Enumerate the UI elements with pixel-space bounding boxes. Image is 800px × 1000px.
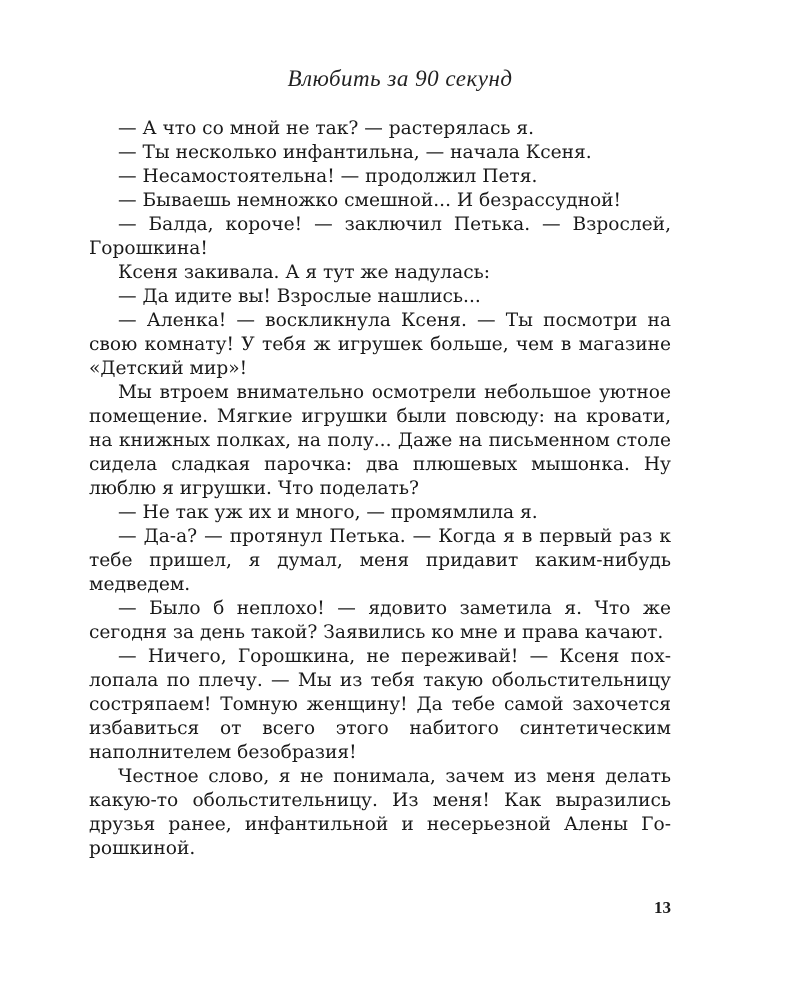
paragraph: — Не так уж их и много, — промямлила я. bbox=[118, 502, 538, 523]
running-title: Влюбить за 90 секунд bbox=[287, 66, 513, 91]
paragraph: Мы втроем внимательно осмотрели небольшое уютное помещение. Мягкие игрушки были повсюду: на кровати, на книжных полках, на полу... Даже на письменном столе сидела сладкая парочка: два плюшевых мышонка. Ну люблю я игрушки. Что поделать? bbox=[89, 382, 671, 499]
paragraph: — Да-а? — протянул Петька. — Когда я в первый раз к тебе пришел, я думал, меня придавит каким-нибудь медведем. bbox=[89, 526, 671, 595]
paragraph: — Бываешь немножко смешной... И безрассудной! bbox=[118, 190, 622, 211]
page-number: 13 bbox=[654, 898, 671, 917]
paragraph: — А что со мной не так? — растерялась я. bbox=[118, 118, 535, 139]
paragraph: Ксеня закивала. А я тут же надулась: bbox=[118, 262, 490, 283]
paragraph: — Да идите вы! Взрослые нашлись... bbox=[118, 286, 481, 307]
paragraph: — Ты несколько инфантильна, — начала Ксеня. bbox=[118, 142, 592, 163]
paragraph: Честное слово, я не понимала, зачем из меня делать какую-то обольстительницу. Из меня! Как выразились друзья ранее, инфантильной и несерьезной Алены Горошкиной. bbox=[89, 766, 671, 859]
body-text bbox=[89, 117, 671, 861]
paragraph: — Аленка! — воскликнула Ксеня. — Ты посмотри на свою комнату! У тебя ж игрушек больше, чем в магазине «Детский мир»! bbox=[89, 310, 671, 379]
paragraph: — Несамостоятельна! — продолжил Петя. bbox=[118, 166, 538, 187]
paragraph: — Балда, короче! — заключил Петька. — Взрослей, Горошкина! bbox=[89, 214, 671, 259]
paragraph: — Ничего, Горошкина, не переживай! — Ксеня похлопала по плечу. — Мы из тебя такую обольстительницу состряпаем! Томную женщину! Да тебе самой захочется избавиться от всего этого набитого синтетическим наполнителем безобразия! bbox=[89, 646, 671, 763]
paragraph: — Было б неплохо! — ядовито заметила я. Что же сегодня за день такой? Заявились ко мне и права качают. bbox=[89, 598, 671, 643]
